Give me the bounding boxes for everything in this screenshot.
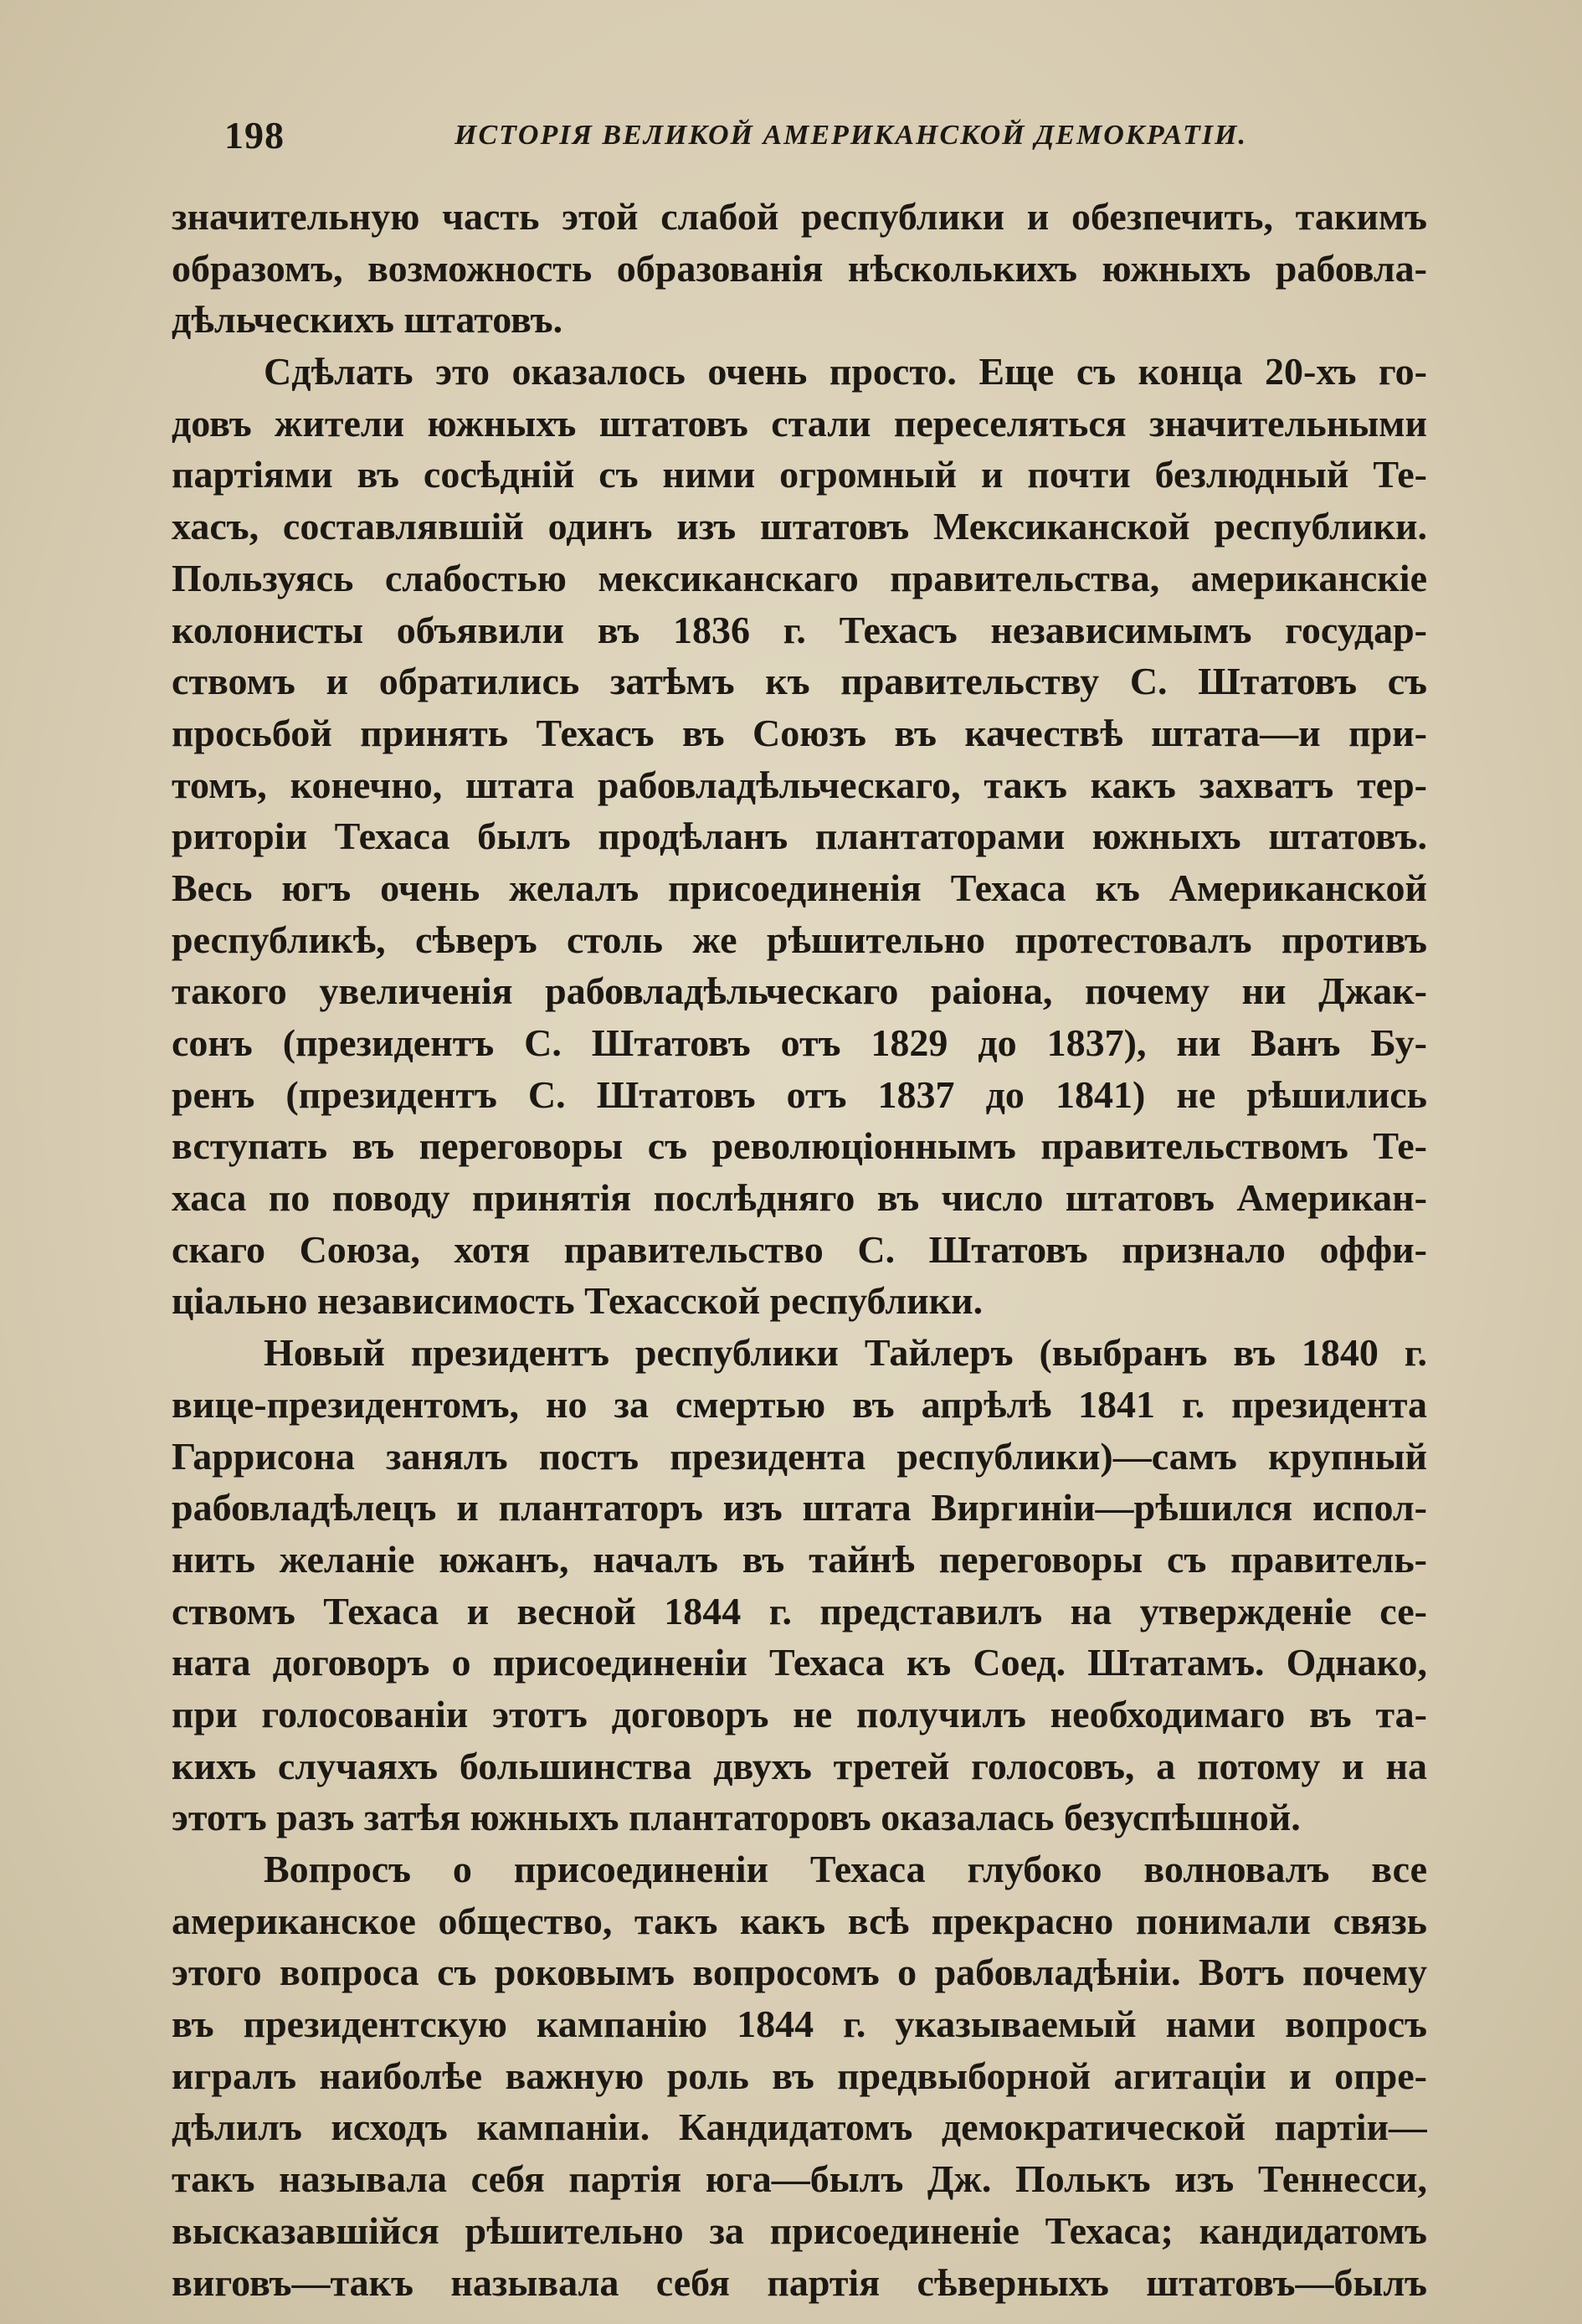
text-line: при голосованіи этотъ договоръ не получилъ необходимаго въ та- xyxy=(172,1692,1427,1735)
text-line: Сдѣлать это оказалось очень просто. Еще съ конца 20-хъ го- xyxy=(264,350,1427,393)
text-line: дѣлилъ исходъ кампаніи. Кандидатомъ демократической партіи— xyxy=(172,2105,1427,2149)
text-line: кихъ случаяхъ большинства двухъ третей голосовъ, а потому и на xyxy=(172,1744,1427,1787)
text-line: республикѣ, сѣверъ столь же рѣшительно протестовалъ противъ xyxy=(172,918,1427,961)
text-line: колонисты объявили въ 1836 г. Техасъ независимымъ государ- xyxy=(172,608,1427,651)
text-line: виговъ—такъ называла себя партія сѣверныхъ штатовъ—былъ xyxy=(172,2260,1427,2304)
text-line: партіями въ сосѣдній съ ними огромный и почти безлюдный Те- xyxy=(172,453,1427,496)
text-line: хасъ, составлявшій одинъ изъ штатовъ Мексиканской республики. xyxy=(172,505,1427,548)
text-line: въ президентскую кампанію 1844 г. указываемый нами вопросъ xyxy=(172,2003,1427,2046)
text-line: этотъ разъ затѣя южныхъ плантаторовъ оказалась безуспѣшной. xyxy=(172,1796,1301,1839)
text-line: вступать въ переговоры съ революціоннымъ правительствомъ Те- xyxy=(172,1124,1427,1168)
text-line: ствомъ и обратились затѣмъ къ правительству С. Штатовъ съ xyxy=(172,660,1427,703)
text-line: ната договоръ о присоединеніи Техаса къ Соед. Штатамъ. Однако, xyxy=(172,1641,1427,1684)
text-line: ренъ (президентъ С. Штатовъ отъ 1837 до 1841) не рѣшились xyxy=(172,1072,1427,1116)
text-line: американское общество, такъ какъ всѣ прекрасно понимали связь xyxy=(172,1899,1427,1942)
text-line: хаса по поводу принятія послѣдняго въ число штатовъ Американ- xyxy=(172,1176,1427,1220)
text-line: скаго Союза, хотя правительство С. Штатовъ признало оффи- xyxy=(172,1227,1427,1271)
page-number: 198 xyxy=(224,114,285,157)
text-line: просьбой принять Техасъ въ Союзъ въ качествѣ штата—и при- xyxy=(172,711,1427,754)
text-line: вице-президентомъ, но за смертью въ апрѣлѣ 1841 г. президента xyxy=(172,1382,1427,1426)
text-line: сонъ (президентъ С. Штатовъ отъ 1829 до 1837), ни Ванъ Бу- xyxy=(172,1021,1427,1064)
text-line: Гаррисона занялъ постъ президента республики)—самъ крупный xyxy=(172,1434,1427,1478)
running-title: ИСТОРІЯ ВЕЛИКОЙ АМЕРИКАНСКОЙ ДЕМОКРАТІИ. xyxy=(455,120,1247,151)
text-line: значительную часть этой слабой республики и обезпечить, такимъ xyxy=(172,195,1427,238)
text-line: риторіи Техаса былъ продѣланъ плантаторами южныхъ штатовъ. xyxy=(172,815,1427,858)
text-line: дѣльческихъ штатовъ. xyxy=(172,298,563,342)
text-line: нить желаніе южанъ, началъ въ тайнѣ переговоры съ правитель- xyxy=(172,1537,1427,1581)
text-line: ціально независимость Техасской республики. xyxy=(172,1279,984,1323)
text-line: Весь югъ очень желалъ присоединенія Техаса къ Американской xyxy=(172,866,1427,909)
text-line: образомъ, возможность образованія нѣсколькихъ южныхъ рабовла- xyxy=(172,246,1427,290)
text-line: Пользуясь слабостью мексиканскаго правительства, американскіе xyxy=(172,556,1427,599)
text-line: ствомъ Техаса и весной 1844 г. представилъ на утвержденіе се- xyxy=(172,1589,1427,1632)
text-line: томъ, конечно, штата рабовладѣльческаго, такъ какъ захватъ тер- xyxy=(172,763,1427,806)
text-line: Новый президентъ республики Тайлеръ (выбранъ въ 1840 г. xyxy=(264,1331,1427,1375)
text-line: высказавшійся рѣшительно за присоединеніе Техаса; кандидатомъ xyxy=(172,2208,1427,2252)
text-line: довъ жители южныхъ штатовъ стали переселяться значительными xyxy=(172,401,1427,445)
text-line: Вопросъ о присоединеніи Техаса глубоко волновалъ все xyxy=(264,1848,1427,1890)
text-line: рабовладѣлецъ и плантаторъ изъ штата Виргиніи—рѣшился испол- xyxy=(172,1486,1427,1530)
text-line: такъ называла себя партія юга—былъ Дж. Полькъ изъ Теннесси, xyxy=(172,2157,1427,2201)
text-line: игралъ наиболѣе важную роль въ предвыборной агитаціи и опре- xyxy=(172,2054,1427,2097)
text-line: такого увеличенія рабовладѣльческаго раіона, почему ни Джак- xyxy=(172,969,1427,1013)
body-text xyxy=(172,191,1427,2308)
text-line: этого вопроса съ роковымъ вопросомъ о рабовладѣніи. Вотъ почему xyxy=(172,1951,1427,1994)
page-header xyxy=(224,113,1413,163)
